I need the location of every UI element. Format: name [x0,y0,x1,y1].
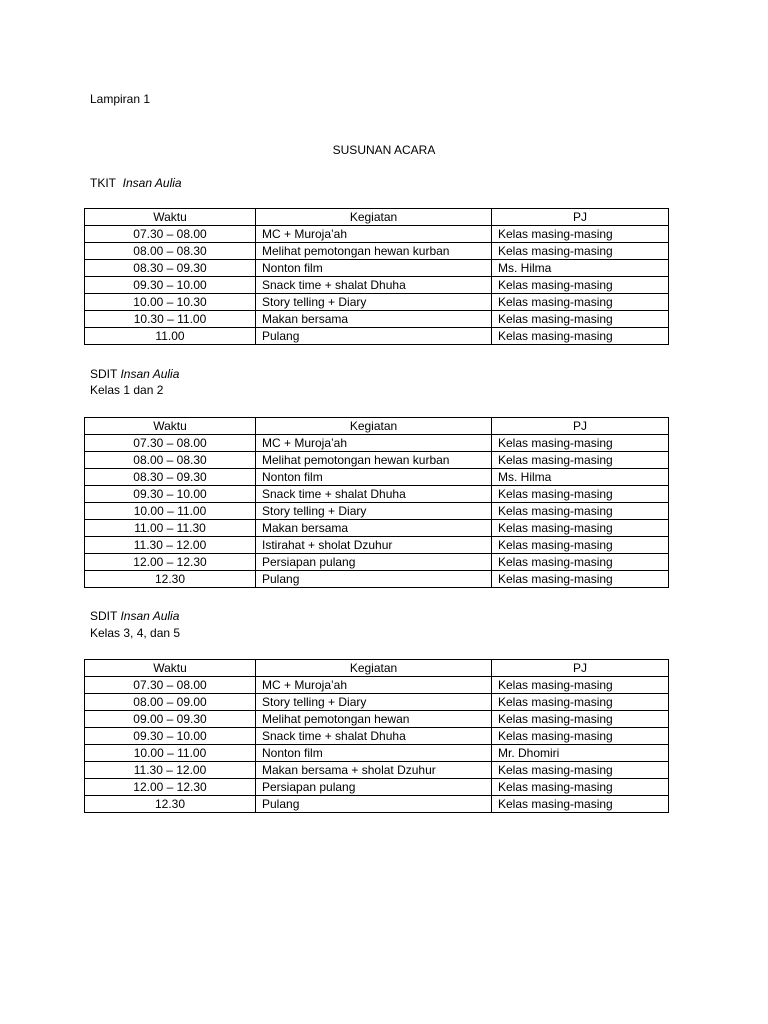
school-type: SDIT [90,367,118,381]
table-row [85,486,669,503]
table-header-row [85,660,669,677]
table-row [85,294,669,311]
cell-kegiatan: MC + Muroja’ah [256,226,492,243]
cell-kegiatan: Nonton film [256,745,492,762]
cell-waktu: 10.00 – 10.30 [85,294,256,311]
section-subtitle-kelas-1-2: Kelas 1 dan 2 [90,383,164,397]
table-row [85,260,669,277]
cell-kegiatan: Pulang [256,571,492,588]
cell-waktu: 09.30 – 10.00 [85,486,256,503]
cell-waktu: 08.00 – 09.00 [85,694,256,711]
cell-kegiatan: Melihat pemotongan hewan kurban [256,243,492,260]
cell-waktu: 08.00 – 08.30 [85,243,256,260]
cell-kegiatan: Persiapan pulang [256,554,492,571]
lampiran-label: Lampiran 1 [90,92,151,106]
section-heading-sdit-1-2 [90,367,179,382]
cell-kegiatan: Makan bersama + sholat Dzuhur [256,762,492,779]
table-row [85,745,669,762]
cell-pj: Kelas masing-masing [492,226,669,243]
cell-waktu: 09.30 – 10.00 [85,277,256,294]
header-kegiatan: Kegiatan [256,418,492,435]
table-row [85,243,669,260]
schedule-table-sdit-1-2 [84,417,669,588]
cell-pj: Kelas masing-masing [492,677,669,694]
cell-waktu: 11.00 – 11.30 [85,520,256,537]
cell-pj: Kelas masing-masing [492,762,669,779]
cell-waktu: 12.00 – 12.30 [85,779,256,796]
cell-kegiatan: Istirahat + sholat Dzuhur [256,537,492,554]
header-pj: PJ [492,209,669,226]
cell-waktu: 11.30 – 12.00 [85,537,256,554]
cell-pj: Kelas masing-masing [492,796,669,813]
cell-kegiatan: Melihat pemotongan hewan [256,711,492,728]
cell-pj: Kelas masing-masing [492,711,669,728]
cell-kegiatan: Nonton film [256,469,492,486]
table-row [85,571,669,588]
section-heading-sdit-3-5 [90,609,179,624]
cell-pj: Kelas masing-masing [492,328,669,345]
header-pj: PJ [492,660,669,677]
cell-pj: Kelas masing-masing [492,779,669,796]
cell-waktu: 08.30 – 09.30 [85,469,256,486]
cell-pj: Kelas masing-masing [492,728,669,745]
cell-pj: Kelas masing-masing [492,520,669,537]
table-row [85,728,669,745]
cell-waktu: 07.30 – 08.00 [85,677,256,694]
cell-kegiatan: Makan bersama [256,311,492,328]
cell-kegiatan: Melihat pemotongan hewan kurban [256,452,492,469]
cell-pj: Kelas masing-masing [492,294,669,311]
cell-kegiatan: Snack time + shalat Dhuha [256,728,492,745]
cell-kegiatan: Snack time + shalat Dhuha [256,277,492,294]
cell-pj: Kelas masing-masing [492,243,669,260]
cell-waktu: 12.30 [85,571,256,588]
table-row [85,435,669,452]
cell-pj: Kelas masing-masing [492,694,669,711]
table-row [85,328,669,345]
cell-pj: Kelas masing-masing [492,435,669,452]
cell-kegiatan: Story telling + Diary [256,294,492,311]
cell-pj: Kelas masing-masing [492,311,669,328]
table-row [85,711,669,728]
cell-waktu: 09.30 – 10.00 [85,728,256,745]
cell-waktu: 10.00 – 11.00 [85,503,256,520]
cell-pj: Kelas masing-masing [492,452,669,469]
table-header-row [85,418,669,435]
header-waktu: Waktu [85,660,256,677]
cell-waktu: 07.30 – 08.00 [85,226,256,243]
section-heading-tkit [90,176,182,191]
table-row [85,311,669,328]
header-pj: PJ [492,418,669,435]
school-name: Insan Aulia [120,367,180,381]
table-row [85,469,669,486]
cell-kegiatan: Pulang [256,328,492,345]
school-name: Insan Aulia [120,609,180,623]
school-type: TKIT [90,176,116,190]
cell-pj: Ms. Hilma [492,260,669,277]
table-row [85,796,669,813]
cell-waktu: 10.30 – 11.00 [85,311,256,328]
cell-waktu: 07.30 – 08.00 [85,435,256,452]
cell-kegiatan: MC + Muroja’ah [256,677,492,694]
header-waktu: Waktu [85,209,256,226]
cell-waktu: 12.30 [85,796,256,813]
section-subtitle-kelas-3-5: Kelas 3, 4, dan 5 [90,626,181,640]
header-waktu: Waktu [85,418,256,435]
cell-pj: Kelas masing-masing [492,537,669,554]
table-header-row [85,209,669,226]
cell-waktu: 12.00 – 12.30 [85,554,256,571]
table-row [85,762,669,779]
header-kegiatan: Kegiatan [256,660,492,677]
cell-pj: Kelas masing-masing [492,277,669,294]
cell-pj: Kelas masing-masing [492,503,669,520]
cell-pj: Kelas masing-masing [492,554,669,571]
cell-waktu: 09.00 – 09.30 [85,711,256,728]
table-row [85,694,669,711]
cell-waktu: 10.00 – 11.00 [85,745,256,762]
cell-kegiatan: Persiapan pulang [256,779,492,796]
school-name: Insan Aulia [122,176,182,190]
cell-pj: Mr. Dhomiri [492,745,669,762]
cell-kegiatan: Makan bersama [256,520,492,537]
table-row [85,452,669,469]
page-title: SUSUNAN ACARA [332,143,436,157]
table-row [85,503,669,520]
cell-waktu: 11.00 [85,328,256,345]
cell-pj: Kelas masing-masing [492,486,669,503]
cell-pj: Ms. Hilma [492,469,669,486]
cell-kegiatan: Story telling + Diary [256,694,492,711]
cell-waktu: 11.30 – 12.00 [85,762,256,779]
cell-waktu: 08.30 – 09.30 [85,260,256,277]
table-row [85,277,669,294]
cell-kegiatan: Pulang [256,796,492,813]
table-row [85,520,669,537]
cell-kegiatan: Snack time + shalat Dhuha [256,486,492,503]
table-row [85,537,669,554]
table-row [85,677,669,694]
cell-waktu: 08.00 – 08.30 [85,452,256,469]
table-row [85,779,669,796]
cell-pj: Kelas masing-masing [492,571,669,588]
table-row [85,226,669,243]
cell-kegiatan: MC + Muroja’ah [256,435,492,452]
schedule-table-sdit-3-5 [84,659,669,813]
table-row [85,554,669,571]
cell-kegiatan: Nonton film [256,260,492,277]
header-kegiatan: Kegiatan [256,209,492,226]
schedule-table-tkit [84,208,669,345]
cell-kegiatan: Story telling + Diary [256,503,492,520]
school-type: SDIT [90,609,118,623]
